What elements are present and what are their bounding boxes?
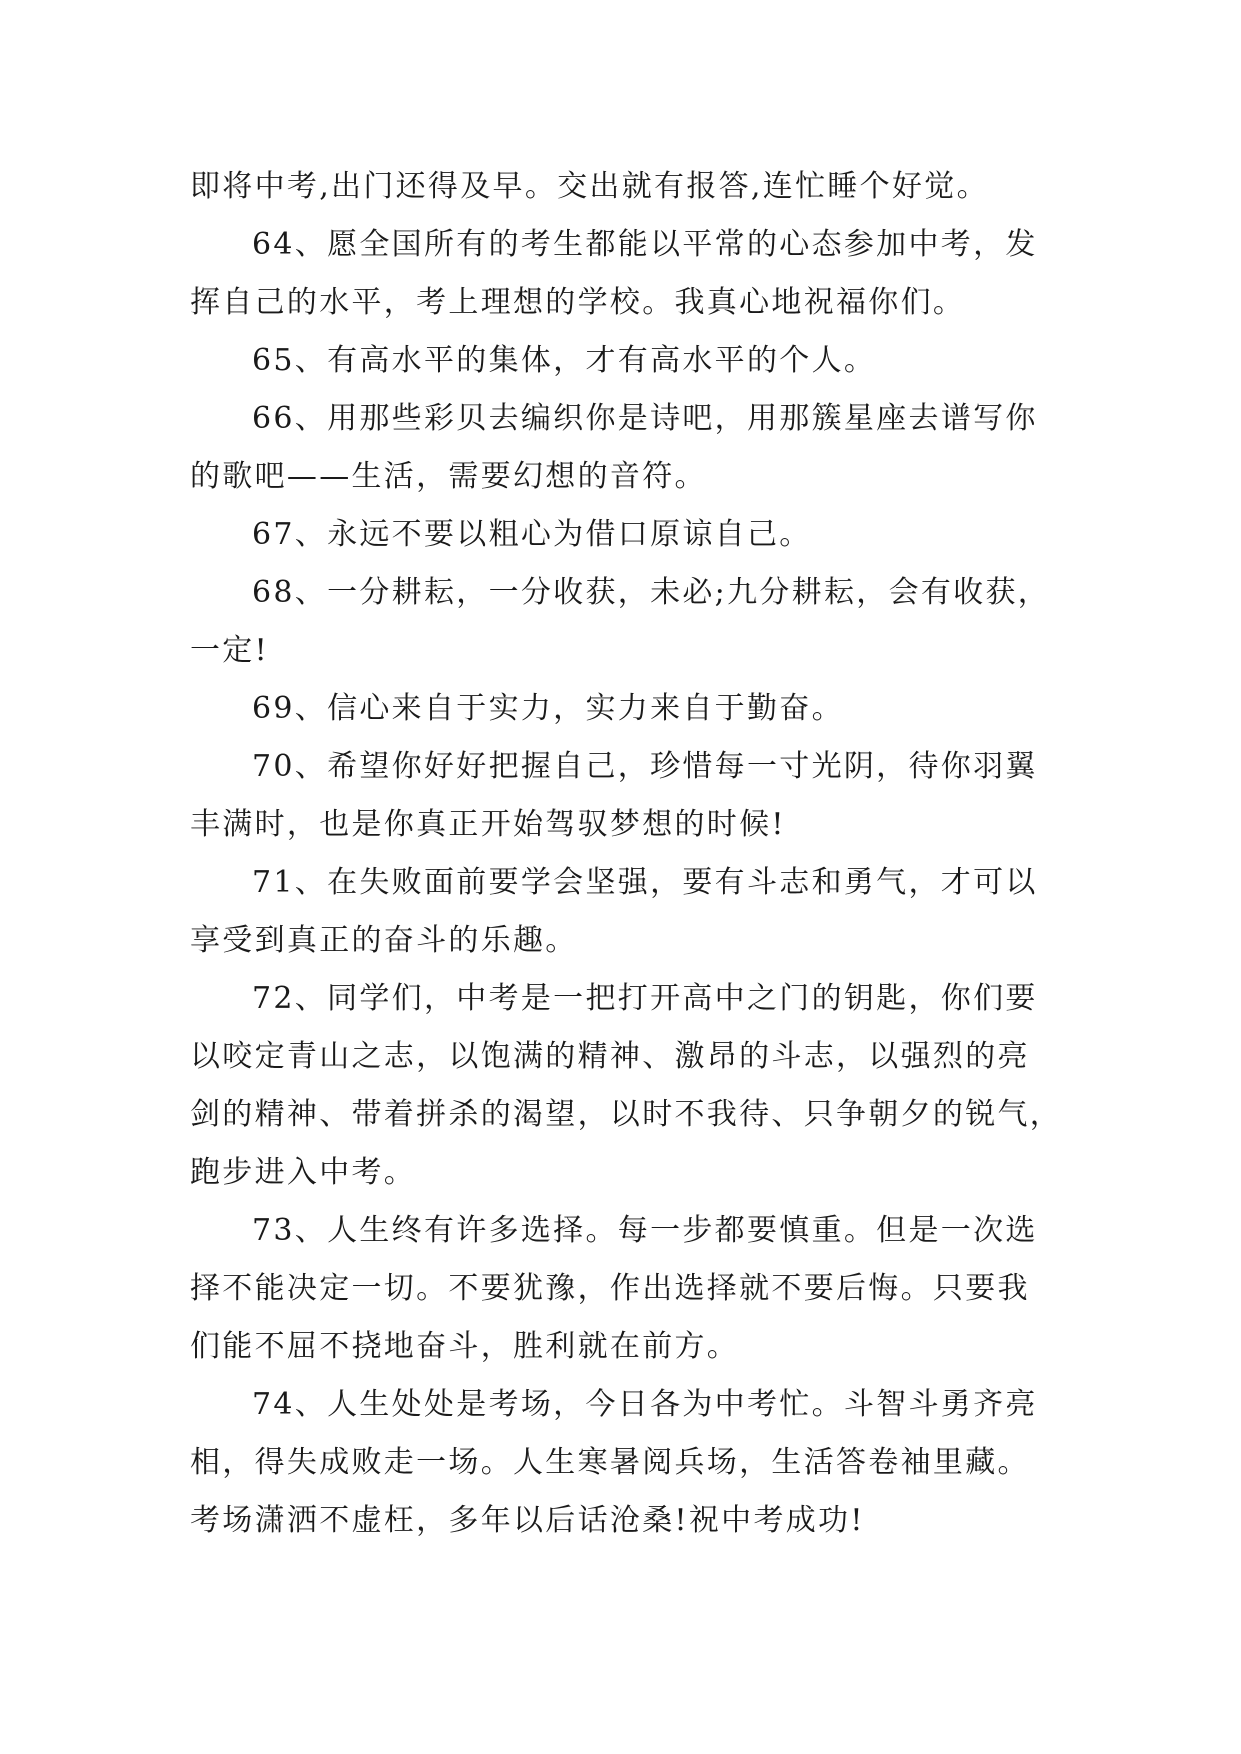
text-line: 68、一分耕耘，一分收获，未必;九分耕耘，会有收获， bbox=[252, 575, 1051, 610]
text-line: 74、人生处处是考场，今日各为中考忙。斗智斗勇齐亮 bbox=[252, 1387, 1038, 1422]
text-line: 69、信心来自于实力，实力来自于勤奋。 bbox=[252, 691, 844, 726]
text-line: 72、同学们，中考是一把打开高中之门的钥匙，你们要 bbox=[252, 981, 1038, 1016]
text-line: 即将中考,出门还得及早。交出就有报答,连忙睡个好觉。 bbox=[190, 169, 989, 204]
text-line: 70、希望你好好把握自己，珍惜每一寸光阴，待你羽翼 bbox=[252, 749, 1038, 784]
text-line: 考场潇洒不虚枉，多年以后话沧桑!祝中考成功! bbox=[190, 1503, 865, 1538]
text-line: 71、在失败面前要学会坚强，要有斗志和勇气，才可以 bbox=[252, 865, 1038, 900]
text-line: 享受到真正的奋斗的乐趣。 bbox=[190, 923, 578, 958]
text-line: 跑步进入中考。 bbox=[190, 1155, 417, 1190]
text-line: 剑的精神、带着拼杀的渴望，以时不我待、只争朝夕的锐气， bbox=[190, 1097, 1063, 1132]
document-body bbox=[190, 158, 1070, 1550]
text-line: 67、永远不要以粗心为借口原谅自己。 bbox=[252, 517, 812, 552]
text-line: 择不能决定一切。不要犹豫，作出选择就不要后悔。只要我 bbox=[190, 1271, 1030, 1306]
text-line: 以咬定青山之志，以饱满的精神、激昂的斗志，以强烈的亮 bbox=[190, 1039, 1030, 1074]
text-line: 73、人生终有许多选择。每一步都要慎重。但是一次选 bbox=[252, 1213, 1038, 1248]
text-line: 丰满时，也是你真正开始驾驭梦想的时候! bbox=[190, 807, 786, 842]
text-line: 一定! bbox=[190, 633, 269, 668]
text-line: 66、用那些彩贝去编织你是诗吧，用那簇星座去谱写你 bbox=[252, 401, 1038, 436]
text-line: 的歌吧——生活，需要幻想的音符。 bbox=[190, 459, 707, 494]
text-line: 相，得失成败走一场。人生寒暑阅兵场，生活答卷袖里藏。 bbox=[190, 1445, 1030, 1480]
text-line: 们能不屈不挠地奋斗，胜利就在前方。 bbox=[190, 1329, 740, 1364]
text-line: 挥自己的水平，考上理想的学校。我真心地祝福你们。 bbox=[190, 285, 966, 320]
text-line: 64、愿全国所有的考生都能以平常的心态参加中考，发 bbox=[252, 227, 1038, 262]
text-line: 65、有高水平的集体，才有高水平的个人。 bbox=[252, 343, 877, 378]
